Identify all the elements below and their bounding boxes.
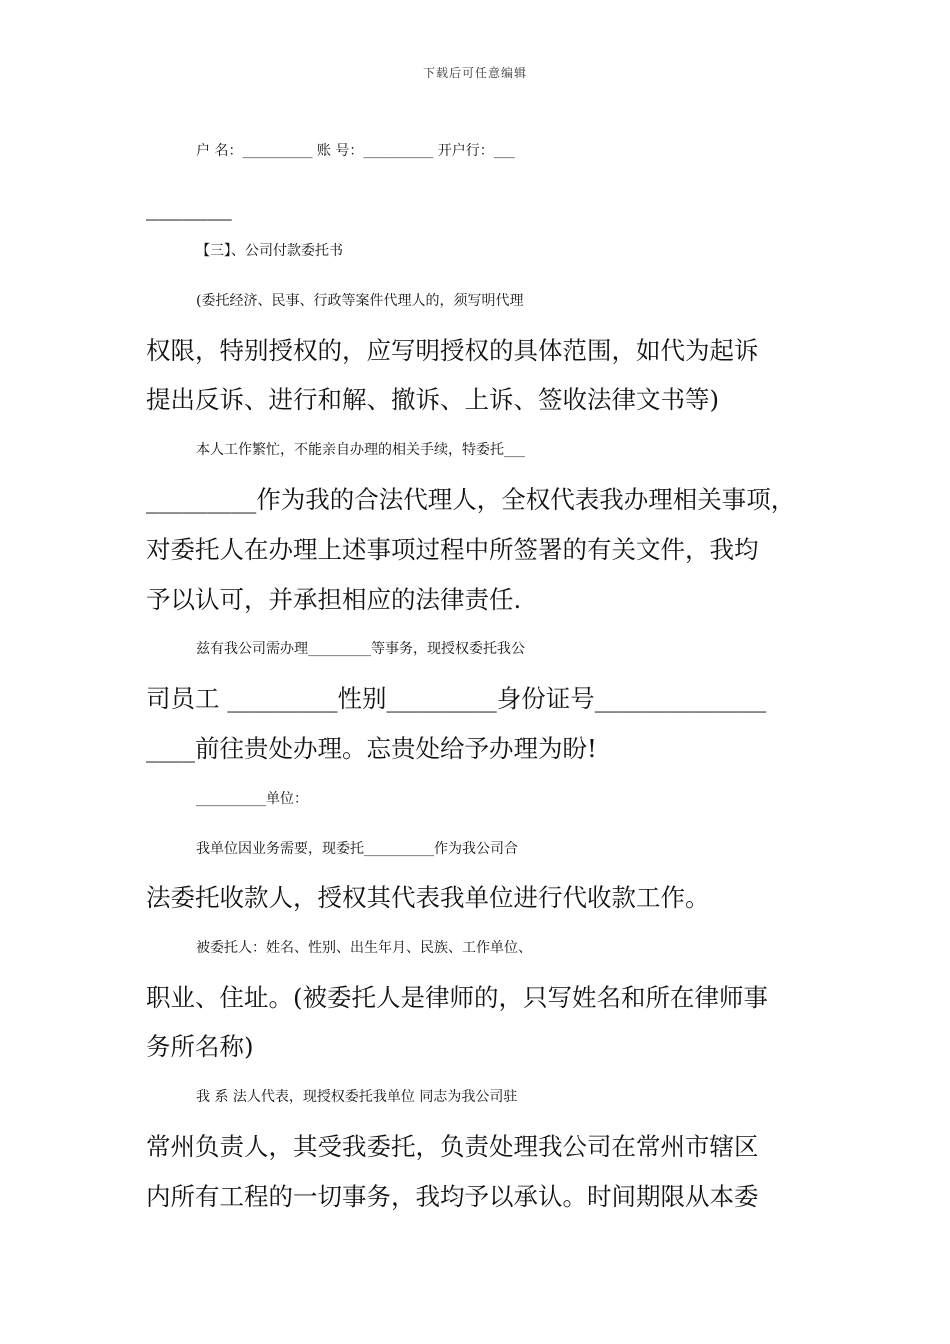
- bank-info-line: 户 名：__________ 账 号：__________ 开户行：___: [196, 143, 515, 159]
- paragraph-line: 兹有我公司需办理_________等事务，现授权委托我公: [196, 641, 525, 657]
- paragraph-line: 法委托收款人，授权其代表我单位进行代收款工作。: [146, 883, 710, 912]
- paragraph-line: 常州负责人，其受我委托，负责处理我公司在常州市辖区: [146, 1132, 759, 1161]
- paragraph-line: 我 系 法人代表，现授权委托我单位 同志为我公司驻: [196, 1089, 518, 1105]
- paragraph-line: 司员工 _________性别_________身份证号______________: [146, 684, 767, 713]
- section-title: 【三】、公司付款委托书: [196, 243, 343, 259]
- paragraph-line: 务所名称): [146, 1032, 254, 1061]
- paragraph-line: 内所有工程的一切事务，我均予以承认。时间期限从本委: [146, 1182, 759, 1211]
- paragraph-line: 提出反诉、进行和解、撤诉、上诉、签收法律文书等): [146, 385, 720, 414]
- paragraph-line: 权限，特别授权的，应写明授权的具体范围，如代为起诉: [146, 336, 759, 365]
- paragraph-line: _________作为我的合法代理人，全权代表我办理相关事项，: [146, 485, 796, 514]
- paragraph-line: 予以认可，并承担相应的法律责任.: [146, 585, 522, 614]
- paragraph-line: 我单位因业务需要，现委托__________作为我公司合: [196, 841, 518, 857]
- bank-info-line-cont: _______: [146, 192, 232, 221]
- paragraph-line: 对委托人在办理上述事项过程中所签署的有关文件，我均: [146, 535, 759, 564]
- page-header: 下载后可任意编辑: [422, 66, 527, 80]
- paragraph-line: ____前往贵处办理。忘贵处给予办理为盼!: [146, 734, 597, 763]
- paragraph-line: __________单位：: [196, 791, 308, 807]
- paragraph-line: (委托经济、民事、行政等案件代理人的，须写明代理: [196, 293, 524, 309]
- paragraph-line: 本人工作繁忙，不能亲自办理的相关手续，特委托___: [196, 442, 525, 458]
- paragraph-line: 被委托人：姓名、性别、出生年月、民族、工作单位、: [196, 940, 532, 956]
- paragraph-line: 职业、住址。(被委托人是律师的，只写姓名和所在律师事: [146, 983, 769, 1012]
